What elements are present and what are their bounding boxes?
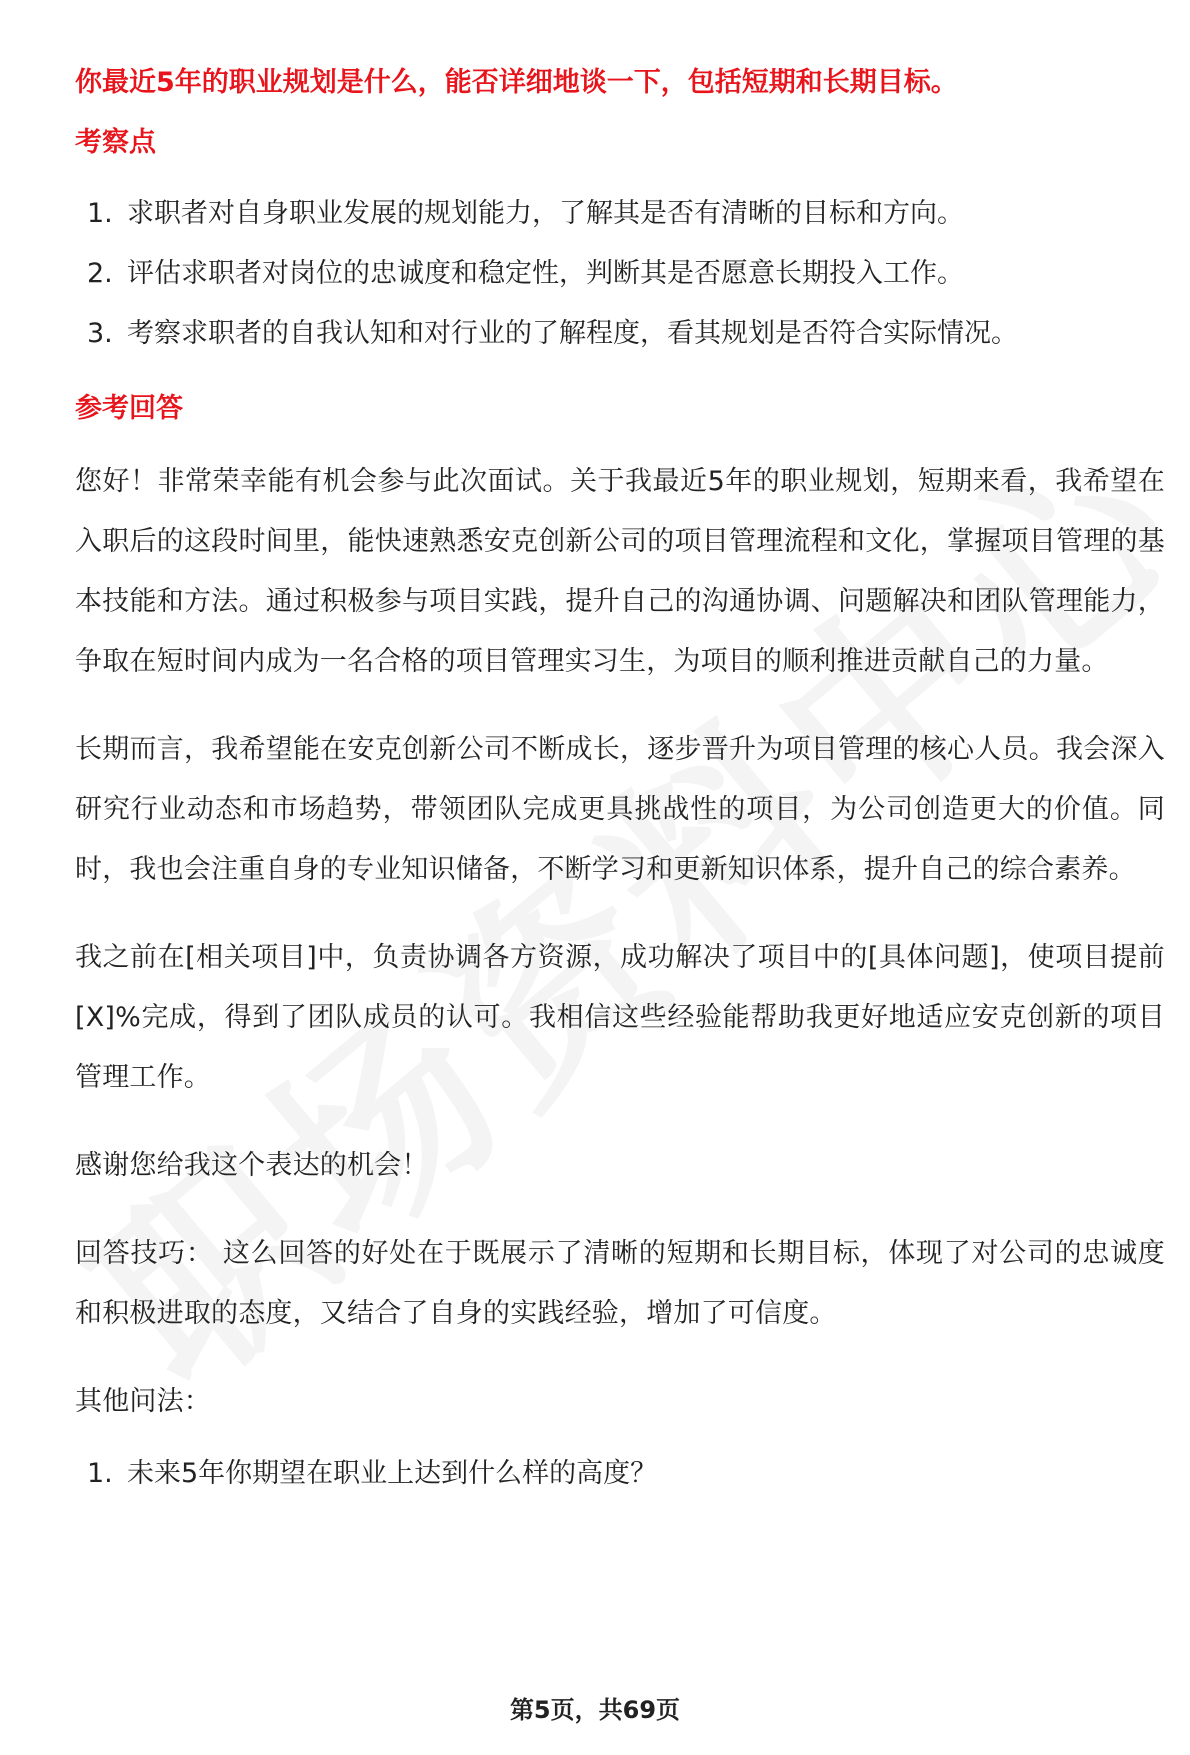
- list-number: 1.: [87, 198, 113, 229]
- list-item: [75, 314, 1165, 354]
- list-number: 1.: [87, 1458, 113, 1489]
- list-item: [75, 254, 1165, 294]
- other-questions-list: [75, 1454, 1165, 1494]
- answer-paragraph: 长期而言，我希望能在安克创新公司不断成长，逐步晋升为项目管理的核心人员。我会深入研究行业动态和市场趋势，带领团队完成更具挑战性的项目，为公司创造更大的价值。同时，我也会注重自身的专业知识储备，不断学习和更新知识体系，提升自己的综合素养。: [75, 734, 1165, 885]
- question-title: 你最近5年的职业规划是什么，能否详细地谈一下，包括短期和长期目标。: [75, 67, 958, 98]
- list-text: 考察求职者的自我认知和对行业的了解程度，看其规划是否符合实际情况。: [127, 318, 1018, 349]
- answer-tips: 回答技巧： 这么回答的好处在于既展示了清晰的短期和长期目标，体现了对公司的忠诚度和积极进取的态度，又结合了自身的实践经验，增加了可信度。: [75, 1238, 1165, 1329]
- page-footer: 第5页，共69页: [509, 1696, 681, 1724]
- answer-paragraph: 感谢您给我这个表达的机会！: [75, 1150, 429, 1181]
- reference-answer-heading: 参考回答: [75, 393, 183, 424]
- list-number: 2.: [87, 258, 113, 289]
- exam-points-heading: 考察点: [75, 127, 156, 158]
- list-item: [75, 1454, 1165, 1494]
- answer-paragraph: 我之前在[相关项目]中，负责协调各方资源，成功解决了项目中的[具体问题]，使项目提前[X]%完成，得到了团队成员的认可。我相信这些经验能帮助我更好地适应安克创新的项目管理工作。: [75, 942, 1165, 1093]
- list-text: 求职者对自身职业发展的规划能力，了解其是否有清晰的目标和方向。: [127, 198, 964, 229]
- list-item: [75, 194, 1165, 234]
- list-text: 评估求职者对岗位的忠诚度和稳定性，判断其是否愿意长期投入工作。: [127, 258, 964, 289]
- other-questions-heading: 其他问法：: [75, 1386, 211, 1417]
- list-number: 3.: [87, 318, 113, 349]
- list-text: 未来5年你期望在职业上达到什么样的高度？: [127, 1458, 658, 1489]
- answer-paragraph: 您好！非常荣幸能有机会参与此次面试。关于我最近5年的职业规划，短期来看，我希望在入职后的这段时间里，能快速熟悉安克创新公司的项目管理流程和文化，掌握项目管理的基本技能和方法。通过积极参与项目实践，提升自己的沟通协调、问题解决和团队管理能力，争取在短时间内成为一名合格的项目管理实习生，为项目的顺利推进贡献自己的力量。: [75, 466, 1165, 677]
- exam-points-list: [75, 194, 1165, 354]
- page-content: [75, 62, 1165, 1494]
